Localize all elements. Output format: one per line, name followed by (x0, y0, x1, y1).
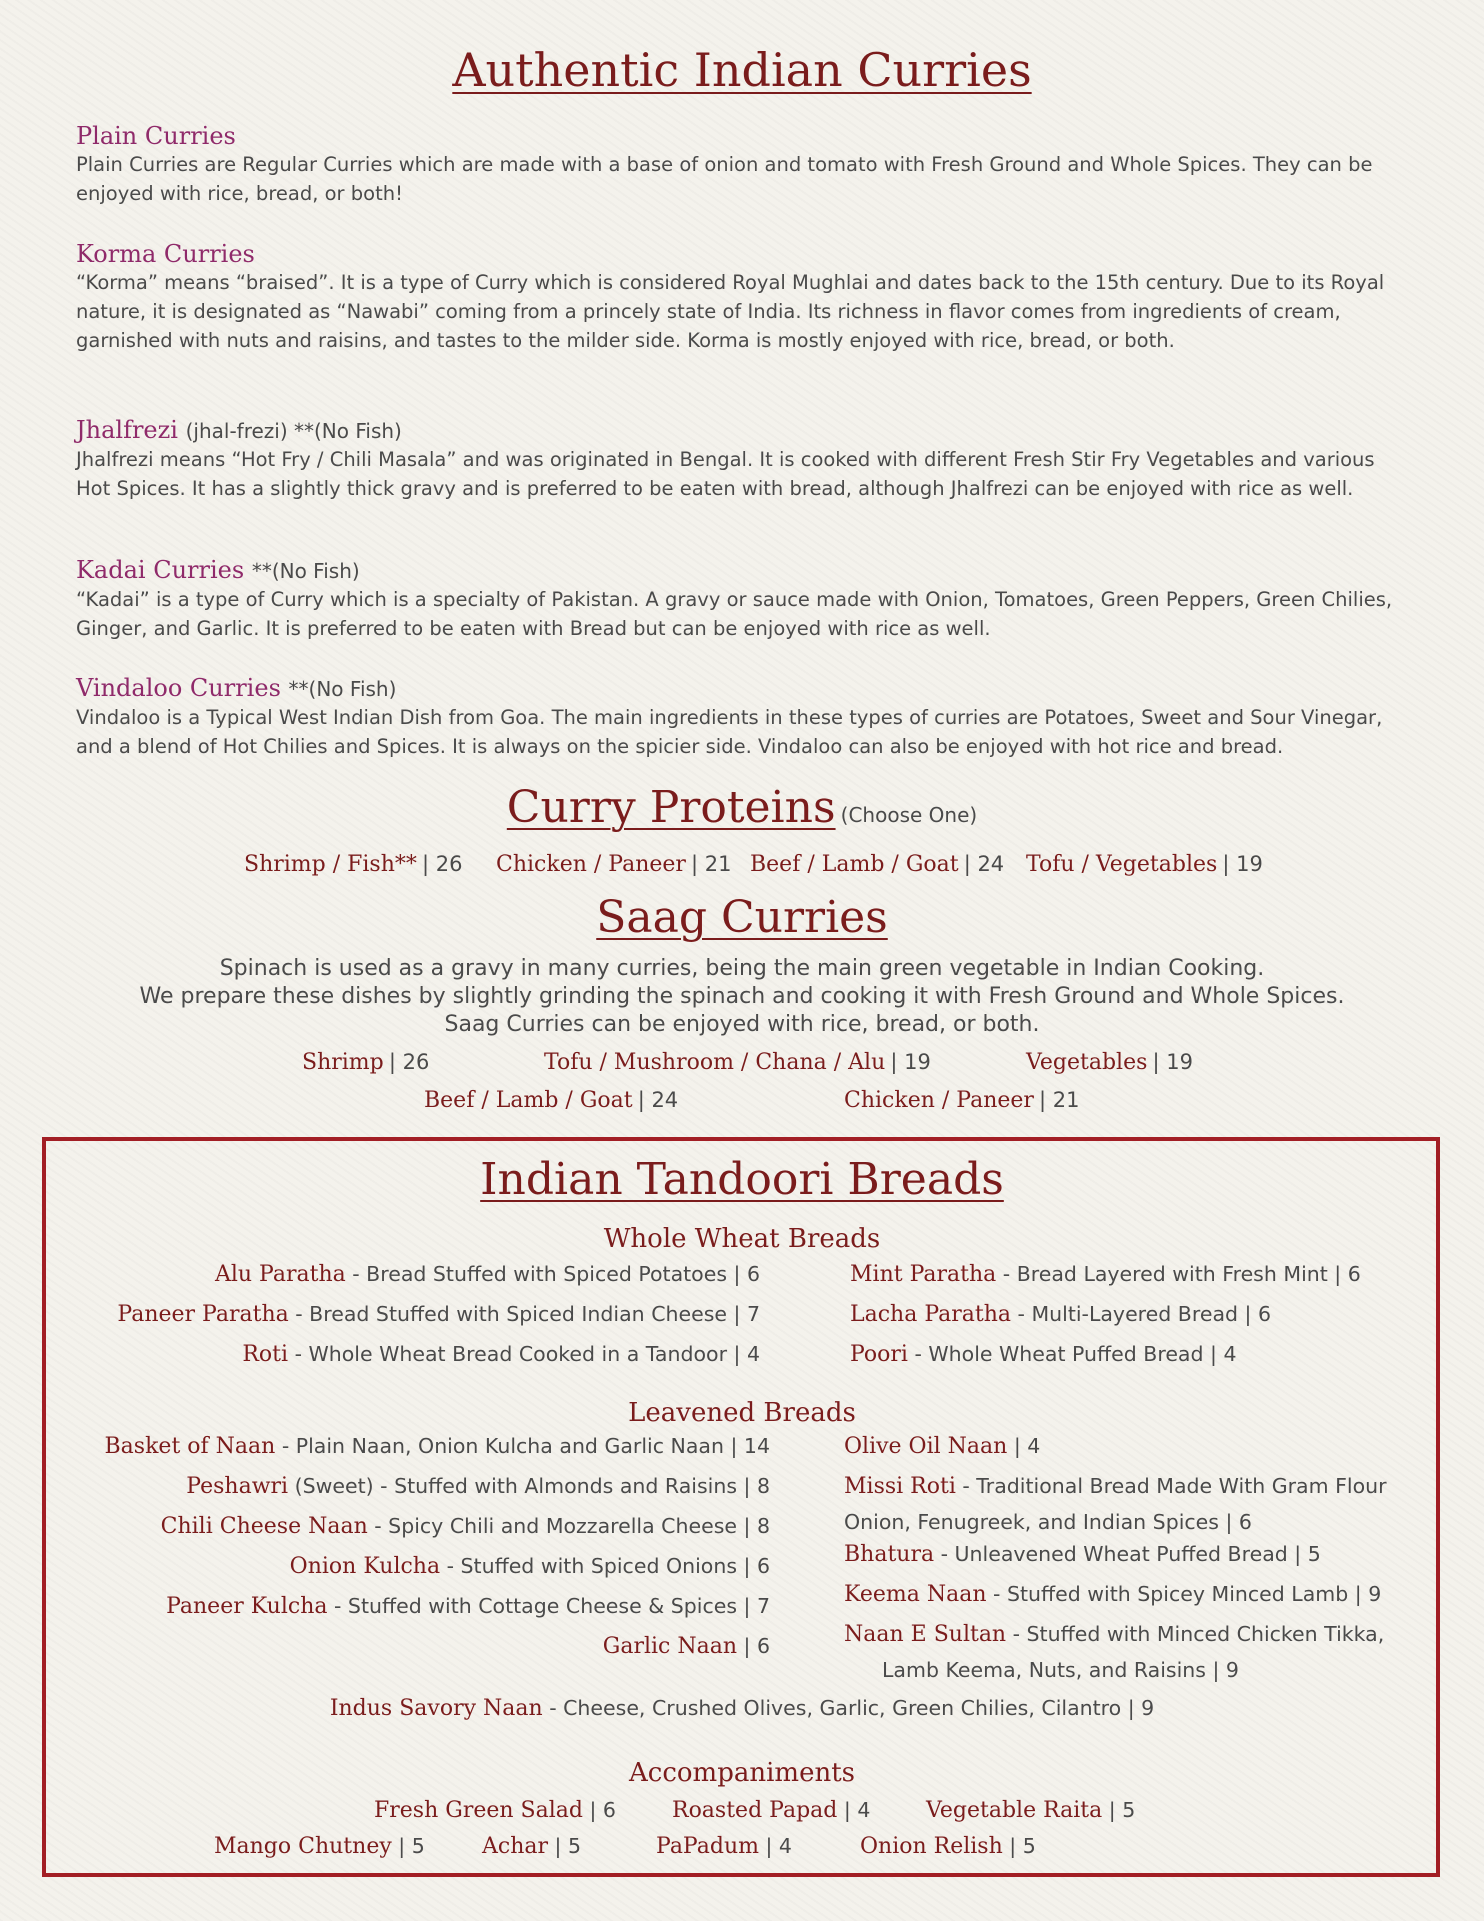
section-korma-curries (76, 240, 1406, 355)
bread-item (850, 1302, 1271, 1327)
accompaniment-item (482, 1834, 581, 1859)
item-desc: | 6 (737, 1634, 770, 1658)
protein-item (1026, 852, 1263, 877)
item-price: | 26 (388, 1050, 430, 1074)
saag-desc-line: Spinach is used as a gravy in many curries, being the main green vegetable in Indian Cooking. (219, 956, 1265, 981)
section-note: **(No Fish) (251, 559, 360, 583)
saag-item (1026, 1050, 1193, 1075)
item-desc: Onion, Fenugreek, and Indian Spices | 6 (844, 1510, 1252, 1534)
item-desc: - Whole Wheat Bread Cooked in a Tandoor | 4 (288, 1342, 760, 1366)
item-price: | 5 (391, 1834, 425, 1858)
bread-item (844, 1434, 1040, 1459)
section-description: Jhalfrezi means “Hot Fry / Chili Masala” and was originated in Bengal. It is cooked with different Fresh Stir Fry Vegetables and various Hot Spices. It has a slightly thick gravy and is preferred to be eaten with bread, although Jhalfrezi can be enjoyed with rice as well. (76, 448, 1375, 500)
bread-item (844, 1474, 1387, 1499)
leavened-heading: Leavened Breads (628, 1398, 856, 1428)
saag-desc-line: We prepare these dishes by slightly grinding the spinach and cooking it with Fresh Ground and Whole Spices. (139, 984, 1345, 1009)
saag-item (844, 1088, 1080, 1113)
accompaniment-item (926, 1798, 1135, 1823)
item-name: Beef / Lamb / Goat (424, 1088, 633, 1113)
section-vindaloo-curries (76, 674, 1406, 761)
item-name: Paneer Kulcha (166, 1594, 328, 1619)
bread-item (117, 1302, 760, 1327)
item-name: Tofu / Mushroom / Chana / Alu (544, 1050, 886, 1075)
bread-item (603, 1634, 770, 1659)
protein-item (750, 852, 1004, 877)
item-name: Paneer Paratha (117, 1302, 289, 1327)
item-desc: - Stuffed with Cottage Cheese & Spices | 7 (327, 1594, 770, 1618)
item-name: Chicken / Paneer (496, 852, 686, 877)
item-name: Vegetable Raita (926, 1798, 1103, 1823)
item-name: Lacha Paratha (850, 1302, 1012, 1327)
item-desc: Lamb Keema, Nuts, and Raisins | 9 (882, 1658, 1239, 1682)
saag-item (302, 1050, 429, 1075)
bread-item (844, 1542, 1321, 1567)
item-price: | 4 (837, 1798, 871, 1822)
item-price: | 19 (1152, 1050, 1193, 1074)
item-price: | 24 (963, 852, 1005, 876)
item-desc: - Spicy Chili and Mozzarella Cheese | 8 (367, 1514, 770, 1538)
accompaniment-item (374, 1798, 616, 1823)
saag-item (424, 1088, 678, 1113)
section-heading: Vindaloo Curries (76, 674, 281, 702)
item-desc: - Stuffed with Minced Chicken Tikka, (1006, 1622, 1385, 1646)
item-name: Roasted Papad (672, 1798, 838, 1823)
item-price: | 6 (582, 1798, 616, 1822)
item-name: Vegetables (1026, 1050, 1148, 1075)
item-name: Tofu / Vegetables (1026, 852, 1218, 877)
item-desc: (Sweet) - Stuffed with Almonds and Raisins | 8 (288, 1474, 770, 1498)
item-name: Indus Savory Naan (329, 1696, 543, 1721)
section-heading: Korma Curries (76, 240, 255, 268)
bread-item (844, 1510, 1252, 1535)
item-desc: | 4 (1007, 1434, 1041, 1458)
bread-item (850, 1262, 1361, 1287)
item-price: | 5 (1002, 1834, 1036, 1858)
section-note: (jhal-frezi) **(No Fish) (185, 419, 402, 443)
section-heading: Jhalfrezi (76, 416, 178, 444)
section-heading: Kadai Curries (76, 556, 245, 584)
item-desc: - Cheese, Crushed Olives, Garlic, Green Chilies, Cilantro | 9 (542, 1696, 1155, 1720)
item-price: | 5 (1102, 1798, 1136, 1822)
protein-item (496, 852, 732, 877)
item-name: Chicken / Paneer (844, 1088, 1034, 1113)
item-price: | 4 (758, 1834, 792, 1858)
bread-item (290, 1554, 770, 1579)
bread-item (166, 1594, 770, 1619)
bread-item (242, 1342, 760, 1367)
section-description: Vindaloo is a Typical West Indian Dish from Goa. The main ingredients in these types of curries are Potatoes, Sweet and Sour Vinegar, and a blend of Hot Chilies and Spices. It is always on the spicier side. Vindaloo can also be enjoyed with hot rice and bread. (76, 706, 1383, 758)
item-name: Mango Chutney (214, 1834, 392, 1859)
breads-title: Indian Tandoori Breads (480, 1154, 1004, 1205)
bread-item (186, 1474, 770, 1499)
item-name: Bhatura (844, 1542, 935, 1567)
item-name: Missi Roti (844, 1474, 956, 1499)
bread-item (161, 1514, 770, 1539)
item-name: Shrimp / Fish** (244, 852, 417, 877)
item-price: | 21 (1039, 1088, 1080, 1112)
item-price: | 19 (1222, 852, 1263, 876)
section-description: “Kadai” is a type of Curry which is a specialty of Pakistan. A gravy or sauce made with Onion, Tomatoes, Green Peppers, Green Chilies, Ginger, and Garlic. It is preferred to be eaten with Bread but can be enjoyed with rice as well. (76, 588, 1393, 640)
item-name: Peshawri (186, 1474, 289, 1499)
accompaniment-item (672, 1798, 870, 1823)
accompaniment-item (860, 1834, 1036, 1859)
proteins-note: (Choose One) (840, 803, 978, 827)
accompaniments-heading: Accompaniments (629, 1758, 855, 1788)
accompaniment-item (656, 1834, 792, 1859)
section-jhalfrezi (76, 416, 1406, 503)
item-name: Onion Kulcha (289, 1554, 441, 1579)
saag-item (544, 1050, 931, 1075)
item-desc: - Unleavened Wheat Puffed Bread | 5 (934, 1542, 1321, 1566)
item-name: Fresh Green Salad (374, 1798, 583, 1823)
proteins-title: Curry Proteins (506, 782, 836, 833)
item-name: Naan E Sultan (844, 1622, 1007, 1647)
item-price: | 19 (890, 1050, 931, 1074)
section-kadai-curries (76, 556, 1406, 643)
bread-item (215, 1262, 760, 1287)
item-desc: - Stuffed with Spiced Onions | 6 (440, 1554, 770, 1578)
saag-title: Saag Curries (596, 892, 888, 943)
bread-item (105, 1434, 770, 1459)
protein-item (244, 852, 462, 877)
item-desc: - Bread Layered with Fresh Mint | 6 (996, 1262, 1361, 1286)
item-desc: - Whole Wheat Puffed Bread | 4 (907, 1342, 1237, 1366)
item-desc: - Plain Naan, Onion Kulcha and Garlic Naan | 14 (275, 1434, 770, 1458)
item-price: | 5 (548, 1834, 581, 1858)
bread-item (844, 1582, 1381, 1607)
item-name: Olive Oil Naan (844, 1434, 1008, 1459)
section-heading: Plain Curries (76, 122, 236, 150)
item-desc: - Bread Stuffed with Spiced Potatoes | 6 (345, 1262, 760, 1286)
accompaniment-item (214, 1834, 425, 1859)
item-name: PaPadum (656, 1834, 759, 1859)
item-name: Poori (850, 1342, 908, 1367)
item-name: Keema Naan (844, 1582, 987, 1607)
item-desc: - Traditional Bread Made With Gram Flour (955, 1474, 1387, 1498)
item-price: | 26 (422, 852, 463, 876)
section-description: “Korma” means “braised”. It is a type of Curry which is considered Royal Mughlai and dates back to the 15th century. Due to its Royal nature, it is designated as “Nawabi” coming from a princely state of India. Its richness in flavor comes from ingredients of cream, garnished with nuts and raisins, and tastes to the milder side. Korma is mostly enjoyed with rice, bread, or both. (76, 271, 1385, 352)
saag-desc-line: Saag Curries can be enjoyed with rice, bread, or both. (444, 1012, 1040, 1037)
item-name: Onion Relish (860, 1834, 1003, 1859)
item-name: Alu Paratha (214, 1262, 346, 1287)
item-price: | 21 (691, 852, 732, 876)
item-name: Basket of Naan (104, 1434, 276, 1459)
section-note: **(No Fish) (288, 677, 397, 701)
curries-title: Authentic Indian Curries (452, 43, 1032, 97)
bread-item (882, 1658, 1239, 1683)
item-name: Garlic Naan (602, 1634, 738, 1659)
item-name: Achar (482, 1834, 549, 1859)
item-name: Roti (242, 1342, 289, 1367)
item-name: Chili Cheese Naan (160, 1514, 368, 1539)
item-desc: - Stuffed with Spicey Minced Lamb | 9 (986, 1582, 1382, 1606)
item-desc: - Multi-Layered Bread | 6 (1011, 1302, 1272, 1326)
item-name: Mint Paratha (850, 1262, 997, 1287)
bread-item (844, 1622, 1384, 1647)
proteins-title-row (0, 782, 1484, 833)
item-name: Shrimp (302, 1050, 384, 1075)
special-naan (0, 1696, 1484, 1721)
item-name: Beef / Lamb / Goat (750, 852, 959, 877)
section-plain-curries (76, 122, 1406, 208)
item-desc: - Bread Stuffed with Spiced Indian Cheese | 7 (288, 1302, 760, 1326)
whole-wheat-heading: Whole Wheat Breads (603, 1224, 881, 1254)
section-description: Plain Curries are Regular Curries which are made with a base of onion and tomato with Fresh Ground and Whole Spices. They can be enjoyed with rice, bread, or both! (76, 153, 1373, 205)
bread-item (850, 1342, 1237, 1367)
item-price: | 24 (637, 1088, 679, 1112)
